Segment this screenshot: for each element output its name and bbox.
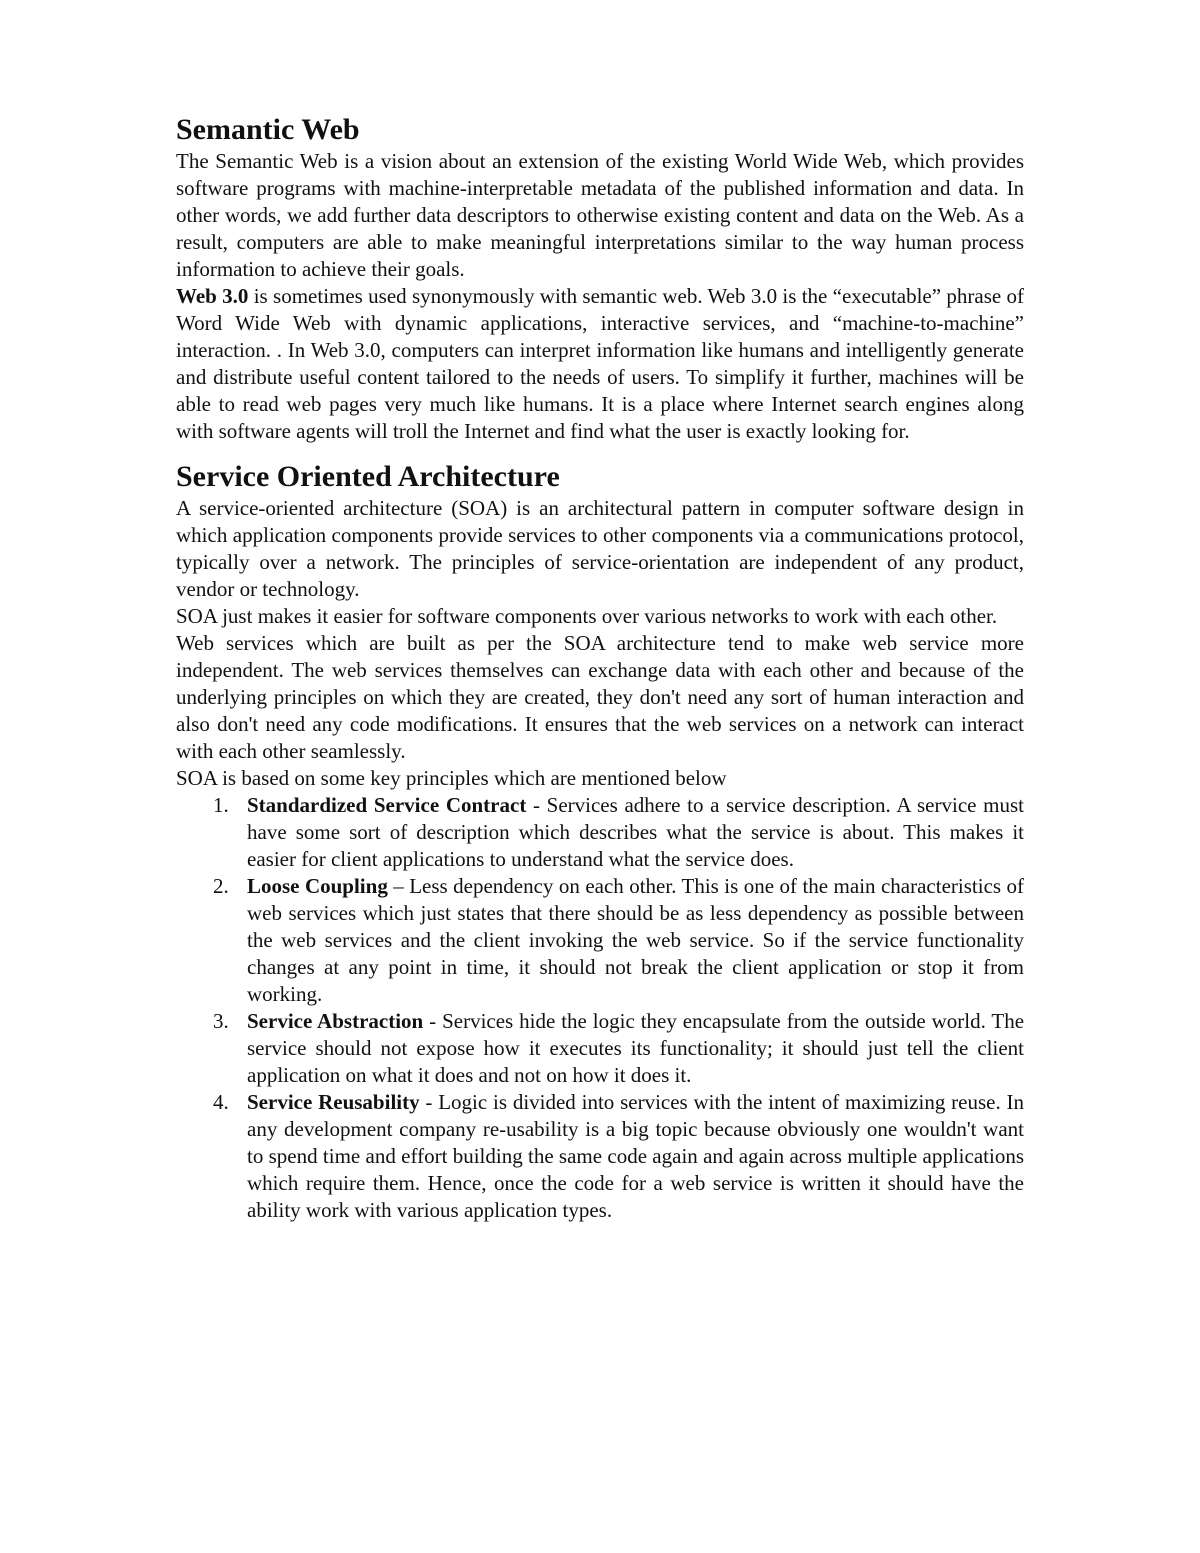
web3-term: Web 3.0 (176, 284, 249, 308)
list-item-number: 2. (213, 874, 229, 898)
principle-term: Standardized Service Contract (247, 793, 527, 817)
list-item (176, 873, 1024, 1008)
principle-term: Service Reusability (247, 1090, 420, 1114)
section-heading-semantic-web: Semantic Web (176, 113, 360, 146)
principle-description: - Services adhere to a service description. A service must have some sort of description which describes what the service is about. This makes it easier for client applications to understand what the service does. (247, 793, 1024, 871)
web3-paragraph (176, 283, 1024, 445)
principle-description: – Less dependency on each other. This is one of the main characteristics of web services which just states that there should be as less dependency as possible between the web services and the client invoking the web service. So if the service functionality changes at any point in time, it should not break the client application or stop it from working. (247, 874, 1024, 1006)
semantic-web-paragraph: The Semantic Web is a vision about an extension of the existing World Wide Web, which provides software programs with machine-interpretable metadata of the published information and data. In other words, we add further data descriptors to otherwise existing content and data on the Web. As a result, computers are able to make meaningful interpretations similar to the way human process information to achieve their goals. (176, 149, 1024, 281)
list-item-number: 4. (213, 1090, 229, 1114)
principle-description: - Logic is divided into services with the intent of maximizing reuse. In any development company re-usability is a big topic because obviously one wouldn't want to spend time and effort building the same code again and again across multiple applications which require them. Hence, once the code for a web service is written it should have the ability work with various application types. (247, 1090, 1025, 1222)
principle-description: - Services hide the logic they encapsulate from the outside world. The service should not expose how it executes its functionality; it should just tell the client application on what it does and not on how it does it. (247, 1009, 1025, 1087)
list-item (176, 1008, 1024, 1089)
soa-ease-paragraph: SOA just makes it easier for software components over various networks to work with each other. (176, 604, 998, 628)
section-heading-soa: Service Oriented Architecture (176, 460, 560, 493)
list-item-number: 3. (213, 1009, 229, 1033)
soa-web-services-paragraph: Web services which are built as per the SOA architecture tend to make web service more independent. The web services themselves can exchange data with each other and because of the underlying principles on which they are created, they don't need any sort of human interaction and also don't need any code modifications. It ensures that the web services on a network can interact with each other seamlessly. (176, 631, 1024, 763)
list-item-number: 1. (213, 793, 229, 817)
list-item (176, 792, 1024, 873)
soa-definition-paragraph: A service-oriented architecture (SOA) is an architectural pattern in computer software design in which application components provide services to other components via a communications protocol, typically over a network. The principles of service-orientation are independent of any product, vendor or technology. (176, 496, 1024, 601)
principle-term: Service Abstraction (247, 1009, 424, 1033)
list-item (176, 1089, 1024, 1224)
web3-description: is sometimes used synonymously with semantic web. Web 3.0 is the “executable” phrase of Word Wide Web with dynamic applications, interactive services, and “machine-to-machine” interaction. . In Web 3.0, computers can interpret information like humans and intelligently generate and distribute useful content tailored to the needs of users. To simplify it further, machines will be able to read web pages very much like humans. It is a place where Internet search engines along with software agents will troll the Internet and find what the user is exactly looking for. (176, 284, 1024, 443)
soa-principles-list (176, 792, 1024, 1224)
principle-term: Loose Coupling (247, 874, 388, 898)
document-page (176, 112, 1024, 1224)
soa-principles-intro: SOA is based on some key principles which are mentioned below (176, 766, 727, 790)
